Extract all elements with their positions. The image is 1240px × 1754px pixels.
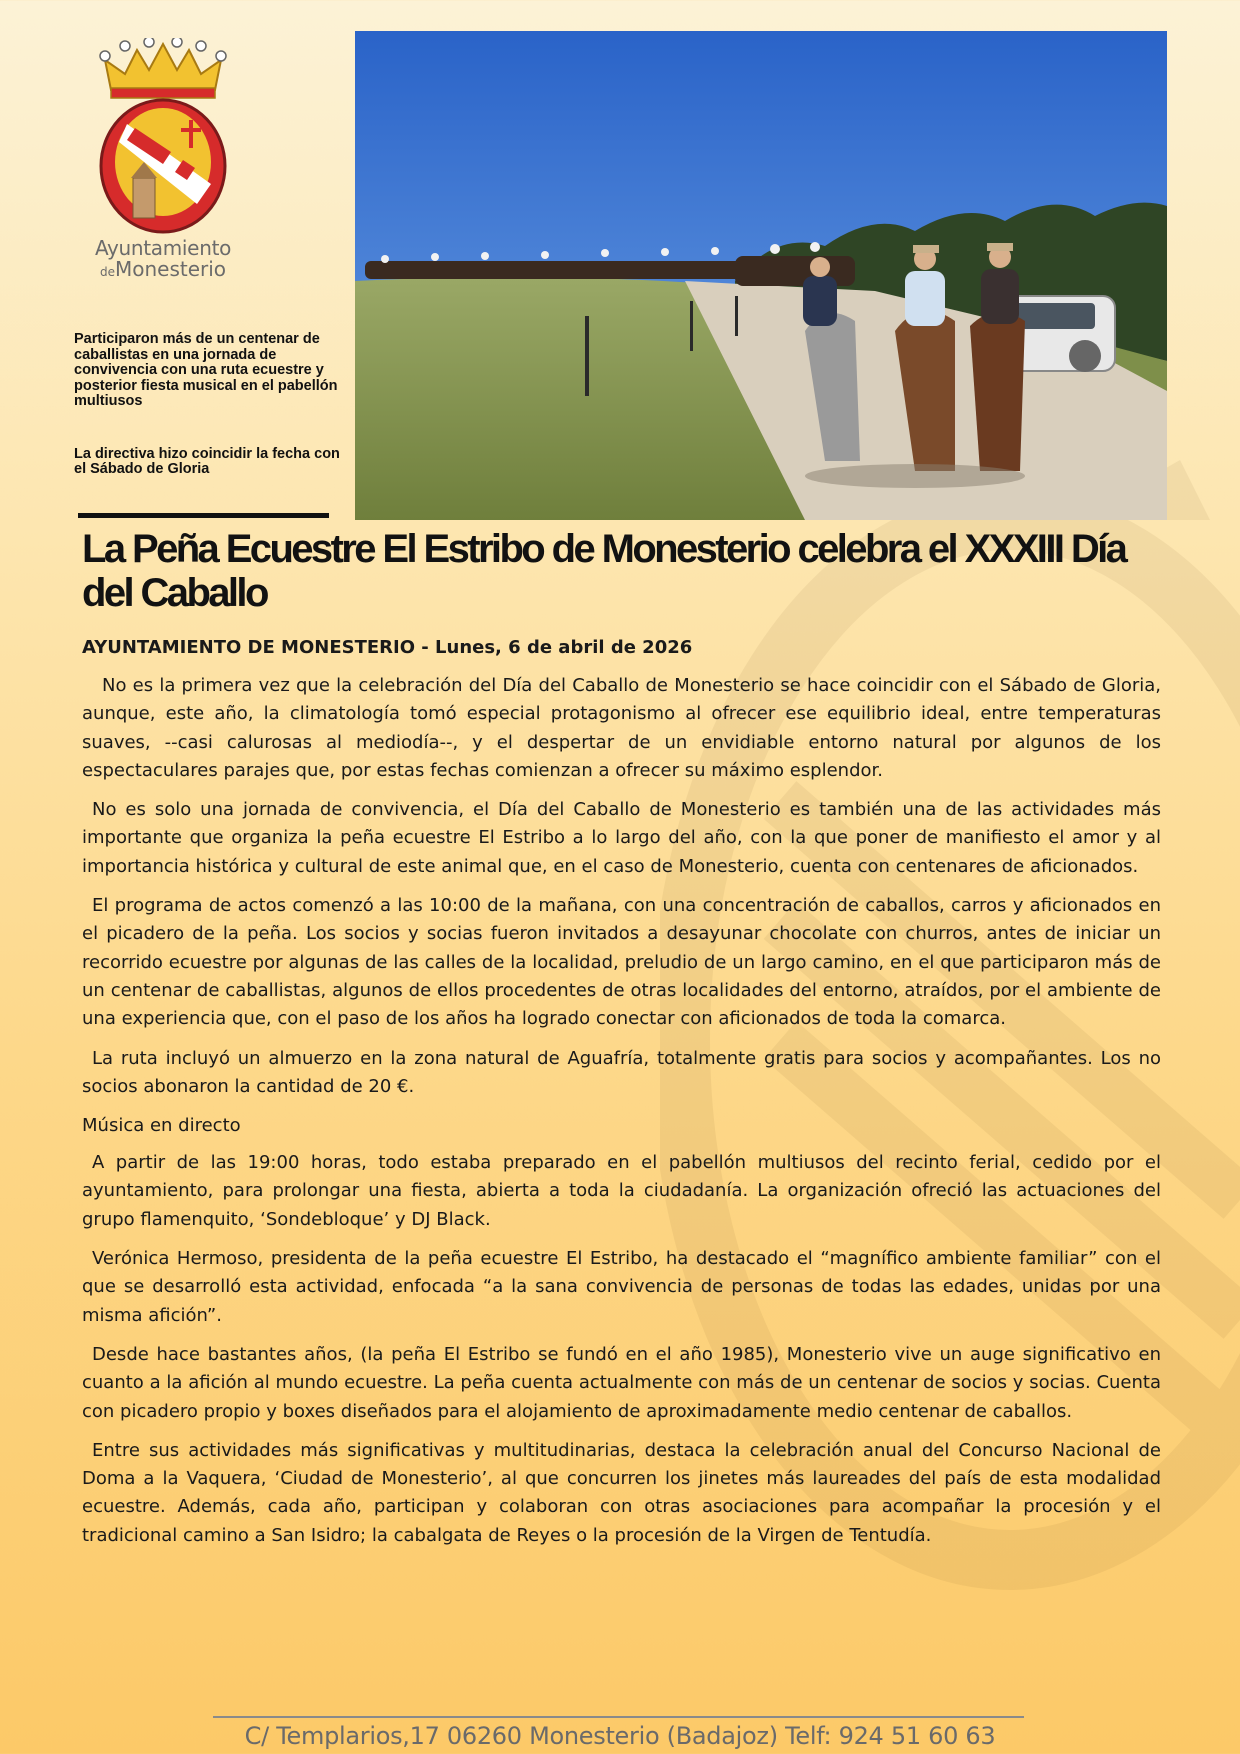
caption-divider bbox=[78, 513, 329, 518]
municipal-logo bbox=[78, 38, 248, 288]
logo-text-ayuntamiento: Ayuntamiento bbox=[94, 236, 232, 260]
horse-riders-photo-icon bbox=[355, 31, 1167, 520]
article-paragraph: No es la primera vez que la celebración del Día del Caballo de Monesterio se hace coincidir con el Sábado de Gloria, aunque, este año, la climatología tomó especial protagonismo al ofrecer ese equilibrio ideal, entre temperaturas suaves, --casi calurosas al mediodía--, y el despertar de un envidiable entorno natural por algunos de los espectaculares parajes que, por estas fechas comienzan a ofrecer su máximo esplendor. bbox=[82, 675, 1161, 781]
article-paragraph: No es solo una jornada de convivencia, el Día del Caballo de Monesterio es también una de las actividades más importante que organiza la peña ecuestre El Estribo a lo largo del año, con la que poner de manifiesto el amor y al importancia histórica y cultural de este animal que, en el caso de Monesterio, cuenta con centenares de aficionados. bbox=[82, 799, 1161, 877]
logo-text-monesterio: deMonesterio bbox=[99, 257, 227, 281]
coat-of-arms-icon bbox=[93, 38, 233, 234]
caption-2: La directiva hizo coincidir la fecha con el Sábado de Gloria bbox=[74, 445, 340, 477]
article-paragraph: El programa de actos comenzó a las 10:00 de la mañana, con una concentración de caballos, carros y aficionados en el picadero de la peña. Los socios y socias fueron invitados a desayunar chocolate con churros, antes de iniciar un recorrido ecuestre por algunas de las calles de la localidad, preludio de un largo camino, en el que participaron más de un centenar de caballistas, algunos de ellos procedentes de otras localidades del entorno, atraídos, por el ambiente de una experiencia que, con el paso de los años ha logrado conectar con aficionados de toda la comarca. bbox=[82, 895, 1161, 1030]
article-headline: La Peña Ecuestre El Estribo de Monesterio celebra el XXXIII Día del Caballo bbox=[82, 527, 1126, 615]
article-paragraph: Desde hace bastantes años, (la peña El Estribo se fundó en el año 1985), Monesterio vive un auge significativo en cuanto a la afición al mundo ecuestre. La peña cuenta actualmente con más de un centenar de socios y socias. Cuenta con picadero propio y boxes diseñados para el alojamiento de aproximadamente medio centenar de caballos. bbox=[82, 1343, 1161, 1422]
article-photo bbox=[355, 31, 1167, 520]
article-paragraph: Entre sus actividades más significativas y multitudinarias, destaca la celebración anual del Concurso Nacional de Doma a la Vaquera, ‘Ciudad de Monesterio’, al que concurren los jinetes más laureades del país de esta modalidad ecuestre. Además, cada año, participan y colaboran con otras asociaciones para acompañar la procesión y el tradicional camino a San Isidro; la cabalgata de Reyes o la procesión de la Virgen de Tentudía. bbox=[82, 1439, 1161, 1546]
article-paragraph: Verónica Hermoso, presidenta de la peña ecuestre El Estribo, ha destacado el “magnífico ambiente familiar” con el que se desarrolló esta actividad, enfocada “a la sana convivencia de personas de todas las edades, unidas por una misma afición”. bbox=[82, 1248, 1161, 1326]
article-byline: AYUNTAMIENTO DE MONESTERIO - Lunes, 6 de abril de 2026 bbox=[82, 637, 693, 658]
article bbox=[82, 527, 1161, 1561]
footer-address: C/ Templarios,17 06260 Monesterio (Badajoz) Telf: 924 51 60 63 bbox=[244, 1722, 996, 1750]
article-subhead: Música en directo bbox=[82, 1115, 241, 1137]
logo-text-de: de bbox=[99, 265, 115, 279]
article-paragraph: La ruta incluyó un almuerzo en la zona natural de Aguafría, totalmente gratis para socios y acompañantes. Los no socios abonaron la cantidad de 20 €. bbox=[82, 1047, 1161, 1097]
photo-captions bbox=[74, 332, 342, 478]
caption-1: Participaron más de un centenar de caballistas en una jornada de convivencia con una ruta ecuestre y posterior fiesta musical en el pabellón multiusos bbox=[74, 331, 338, 409]
footer-divider bbox=[213, 1716, 1024, 1718]
article-paragraph: A partir de las 19:00 horas, todo estaba preparado en el pabellón multiusos del recinto ferial, cedido por el ayuntamiento, para prolongar una fiesta, abierta a toda la ciudadanía. La organización ofreció las actuaciones del grupo flamenquito, ‘Sondebloque’ y DJ Black. bbox=[82, 1152, 1161, 1230]
